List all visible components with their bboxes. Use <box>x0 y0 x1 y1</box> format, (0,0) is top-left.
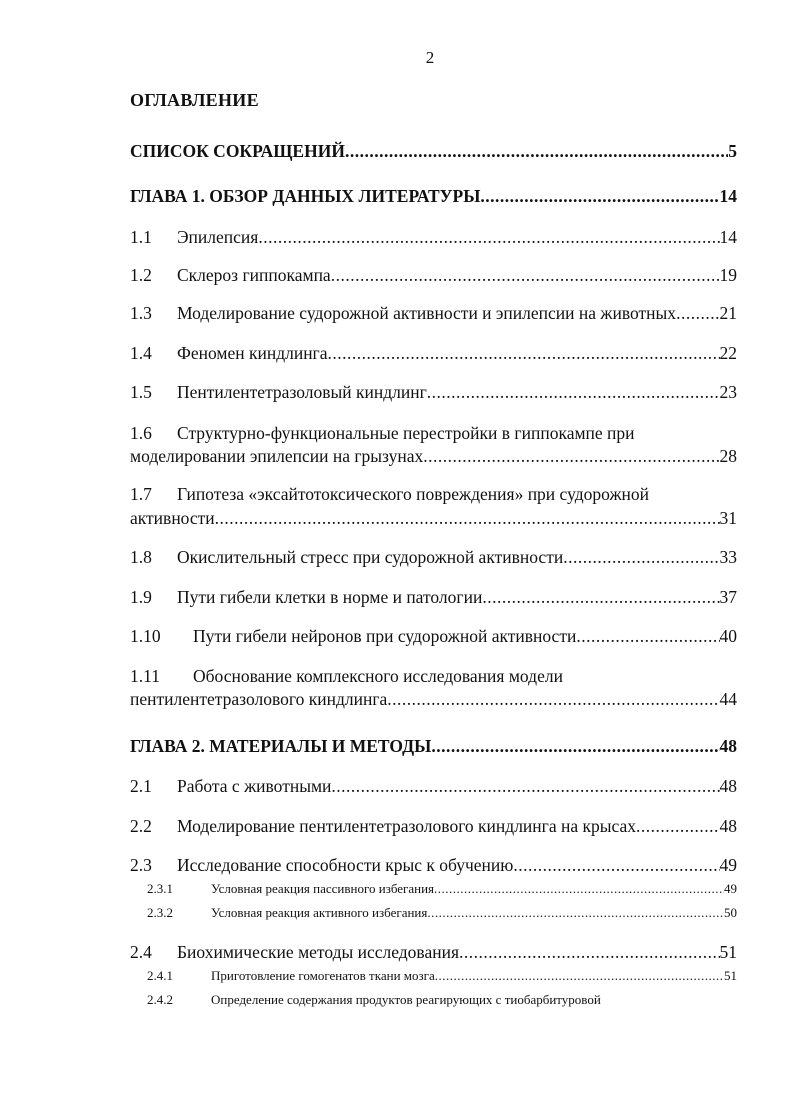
toc-heading: ОГЛАВЛЕНИЕ <box>130 90 259 110</box>
entry-title: Склероз гиппокампа <box>177 265 331 285</box>
toc-entry[interactable] <box>130 941 737 963</box>
entry-page: 37 <box>719 587 737 607</box>
entry-page: 48 <box>719 776 737 796</box>
entry-title: Эпилепсия <box>177 227 259 247</box>
dot-leader <box>676 302 719 324</box>
entry-title: Гипотеза «эксайтотоксического повреждения» при судорожной <box>177 484 650 504</box>
dot-leader <box>331 264 720 286</box>
entry-title: Пентилентетразоловый киндлинг <box>177 382 427 402</box>
entry-title: Обоснование комплексного исследования модели <box>193 666 563 686</box>
entry-number: 2.1 <box>130 776 152 796</box>
entry-page: 51 <box>724 968 737 983</box>
toc-entry[interactable] <box>130 264 737 286</box>
entry-title: СПИСОК СОКРАЩЕНИЙ <box>130 141 345 161</box>
page-number: 2 <box>425 48 435 67</box>
entry-number: 2.4 <box>130 942 152 962</box>
dot-leader <box>513 854 719 876</box>
entry-page: 14 <box>719 227 737 247</box>
entry-title: Биохимические методы исследования <box>177 942 460 962</box>
entry-page: 33 <box>719 547 737 567</box>
entry-title: Пути гибели клетки в норме и патологии <box>177 587 483 607</box>
toc-entry[interactable] <box>130 422 737 444</box>
entry-number: 2.2 <box>130 816 152 836</box>
dot-leader <box>345 140 728 162</box>
entry-title: Условная реакция активного избегания <box>211 905 428 920</box>
toc-entry[interactable] <box>130 140 737 162</box>
entry-page: 23 <box>719 382 737 402</box>
entry-title: Приготовление гомогенатов ткани мозга <box>211 968 435 983</box>
entry-number: 1.11 <box>130 666 160 686</box>
entry-page: 50 <box>724 905 737 920</box>
entry-title: Феномен киндлинга <box>177 343 328 363</box>
dot-leader <box>434 880 724 898</box>
entry-title: Условная реакция пассивного избегания <box>211 881 435 896</box>
entry-page: 44 <box>719 689 737 709</box>
dot-leader <box>328 342 720 364</box>
toc-entry[interactable] <box>130 185 737 207</box>
entry-page: 5 <box>728 141 737 161</box>
dot-leader <box>576 625 719 647</box>
entry-page: 48 <box>719 736 737 756</box>
toc-entry[interactable] <box>130 483 737 505</box>
dot-leader <box>636 815 720 837</box>
dot-leader <box>258 226 719 248</box>
toc-entry[interactable] <box>147 904 737 922</box>
toc-entry[interactable] <box>130 665 737 687</box>
toc-entry[interactable] <box>130 854 737 876</box>
dot-leader <box>435 967 724 985</box>
dot-leader <box>431 735 719 757</box>
dot-leader <box>482 586 719 608</box>
toc-entry[interactable] <box>130 381 737 403</box>
entry-title: Окислительный стресс при судорожной активности <box>177 547 564 567</box>
entry-title-continuation: активности <box>130 508 215 528</box>
toc-entry[interactable] <box>130 342 737 364</box>
toc-entry[interactable] <box>130 815 737 837</box>
entry-number: 2.4.2 <box>147 992 173 1007</box>
toc-entry[interactable] <box>130 735 737 757</box>
toc-entry[interactable] <box>130 226 737 248</box>
entry-page: 14 <box>719 186 737 206</box>
entry-page: 49 <box>724 881 737 896</box>
entry-number: 1.9 <box>130 587 152 607</box>
toc-entry-continuation[interactable] <box>130 445 737 467</box>
entry-page: 40 <box>719 626 737 646</box>
toc-entry[interactable] <box>147 967 737 985</box>
entry-number: 1.2 <box>130 265 152 285</box>
entry-page: 48 <box>719 816 737 836</box>
toc-entry[interactable] <box>147 991 737 1009</box>
toc-entry[interactable] <box>130 546 737 568</box>
dot-leader <box>423 445 719 467</box>
entry-number: 1.8 <box>130 547 152 567</box>
entry-title: Работа с животными <box>177 776 332 796</box>
entry-title: ГЛАВА 1. ОБЗОР ДАННЫХ ЛИТЕРАТУРЫ <box>130 186 481 206</box>
entry-number: 1.4 <box>130 343 152 363</box>
entry-number: 2.4.1 <box>147 968 173 983</box>
dot-leader <box>427 381 720 403</box>
toc-entry[interactable] <box>130 586 737 608</box>
entry-number: 1.1 <box>130 227 152 247</box>
toc-entry-continuation[interactable] <box>130 688 737 710</box>
entry-number: 2.3 <box>130 855 152 875</box>
entry-title: Пути гибели нейронов при судорожной активности <box>193 626 577 646</box>
dot-leader <box>563 546 719 568</box>
toc-entry-continuation[interactable] <box>130 507 737 529</box>
entry-page: 49 <box>719 855 737 875</box>
entry-number: 1.3 <box>130 303 152 323</box>
entry-title: Моделирование пентилентетразолового киндлинга на крысах <box>177 816 636 836</box>
entry-number: 1.5 <box>130 382 152 402</box>
entry-title: ГЛАВА 2. МАТЕРИАЛЫ И МЕТОДЫ <box>130 736 432 756</box>
entry-number: 1.6 <box>130 423 152 443</box>
entry-page: 51 <box>719 942 737 962</box>
entry-title: Моделирование судорожной активности и эпилепсии на животных <box>177 303 677 323</box>
entry-title: Определение содержания продуктов реагирующих с тиобарбитуровой <box>211 992 601 1007</box>
entry-number: 1.7 <box>130 484 152 504</box>
entry-page: 31 <box>719 508 737 528</box>
dot-leader <box>331 775 719 797</box>
entry-number: 1.10 <box>130 626 161 646</box>
entry-title: Структурно-функциональные перестройки в гиппокампе при <box>177 423 635 443</box>
dot-leader <box>215 507 720 529</box>
entry-number: 2.3.2 <box>147 905 173 920</box>
entry-number: 2.3.1 <box>147 881 173 896</box>
dot-leader <box>387 688 719 710</box>
toc-entry[interactable] <box>147 880 737 898</box>
entry-page: 21 <box>719 303 737 323</box>
dot-leader <box>459 941 719 963</box>
entry-title-continuation: моделировании эпилепсии на грызунах <box>130 446 424 466</box>
toc-entry[interactable] <box>130 775 737 797</box>
toc-entry[interactable] <box>130 302 737 324</box>
entry-page: 19 <box>719 265 737 285</box>
dot-leader <box>480 185 719 207</box>
entry-page: 22 <box>719 343 737 363</box>
entry-title-continuation: пентилентетразолового киндлинга <box>130 689 388 709</box>
toc-entry[interactable] <box>130 625 737 647</box>
entry-title: Исследование способности крыс к обучению <box>177 855 514 875</box>
entry-page: 28 <box>719 446 737 466</box>
dot-leader <box>427 904 724 922</box>
